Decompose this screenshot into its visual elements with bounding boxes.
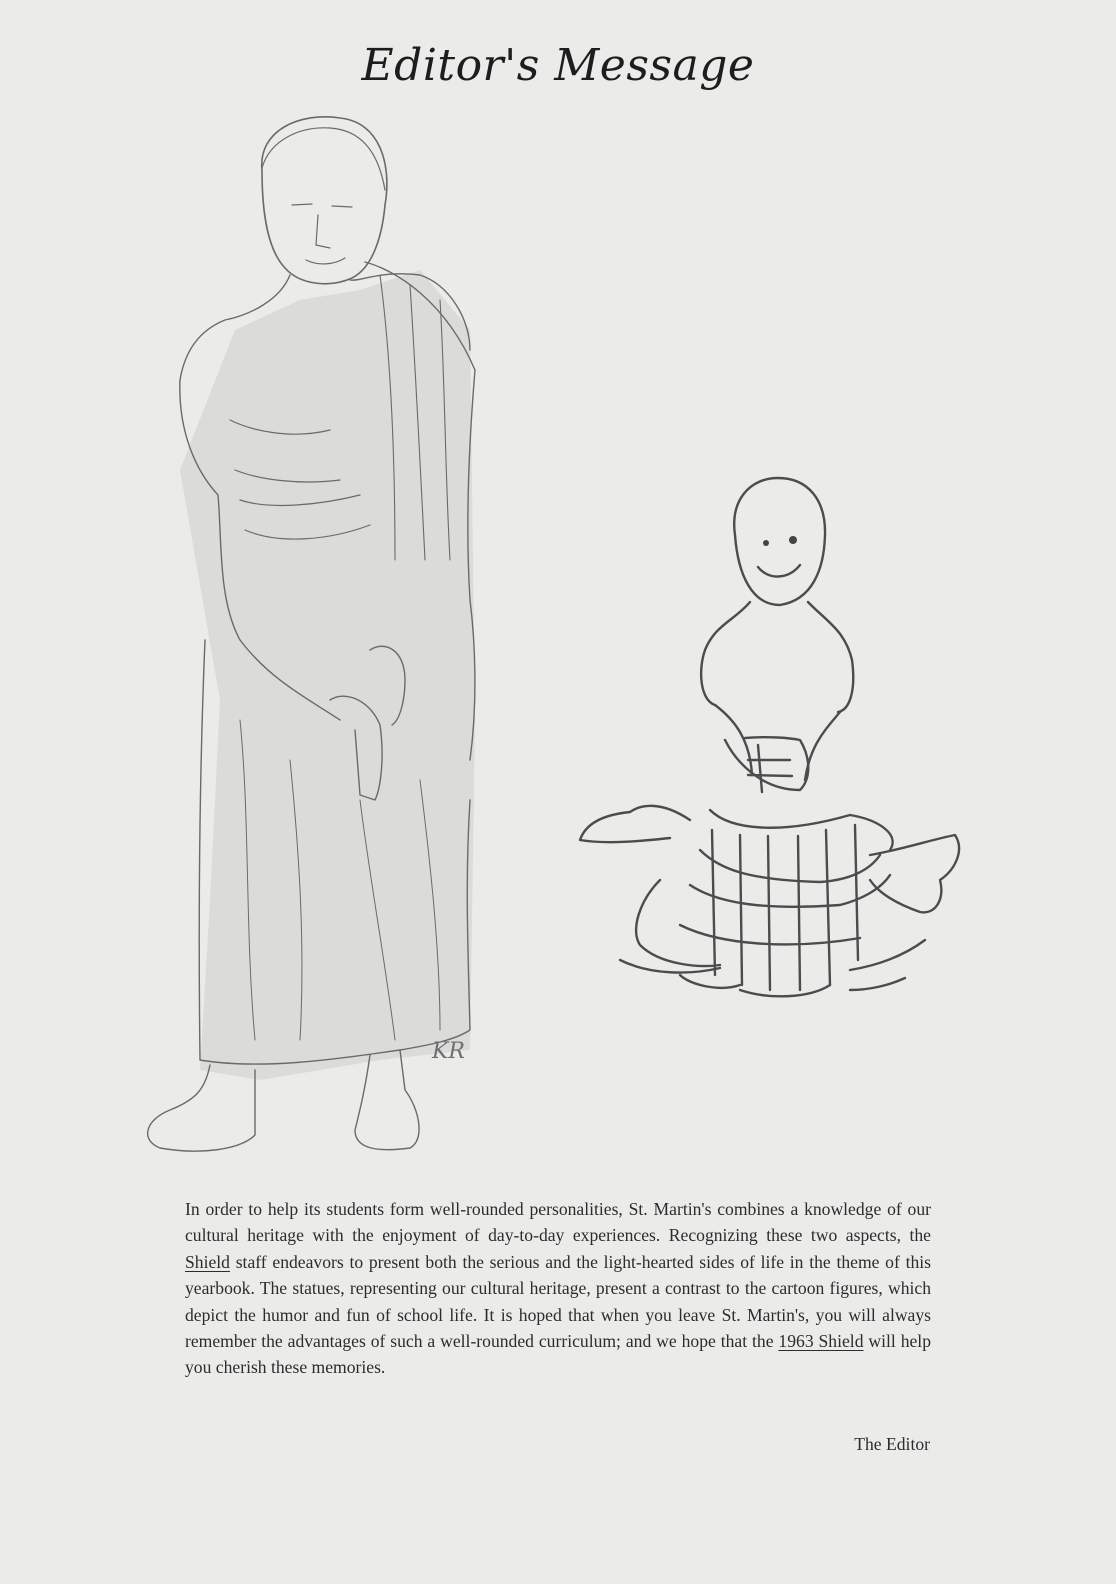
editors-message-text <box>185 1196 931 1381</box>
shield-reference: Shield <box>185 1251 230 1272</box>
signature: The Editor <box>854 1434 930 1454</box>
yearbook-title-reference: 1963 Shield <box>778 1331 864 1352</box>
message-part-1: In order to help its students form well-rounded personalities, St. Martin's combines a knowledge of our cultural heritage with the enjoyment of day-to-day experiences. Recognizing these two aspects, the <box>185 1199 931 1246</box>
message-part-2: staff endeavors to present both the serious and the light-hearted sides of life in the theme of this yearbook. The statues, representing our cultural heritage, present a contrast to the cartoon figures, which depict the humor and fun of school life. It is hoped that when you leave St. Martin's, you will always remember the advantages of such a well-rounded curriculum; and we hope that the <box>185 1251 931 1352</box>
statue-drawing <box>148 117 475 1151</box>
message-part-3: will help you cherish these memories. <box>185 1331 931 1378</box>
artist-monogram: KR <box>432 1039 465 1064</box>
page-title: Editor's Message <box>361 40 755 91</box>
cartoon-drawing <box>580 478 959 996</box>
